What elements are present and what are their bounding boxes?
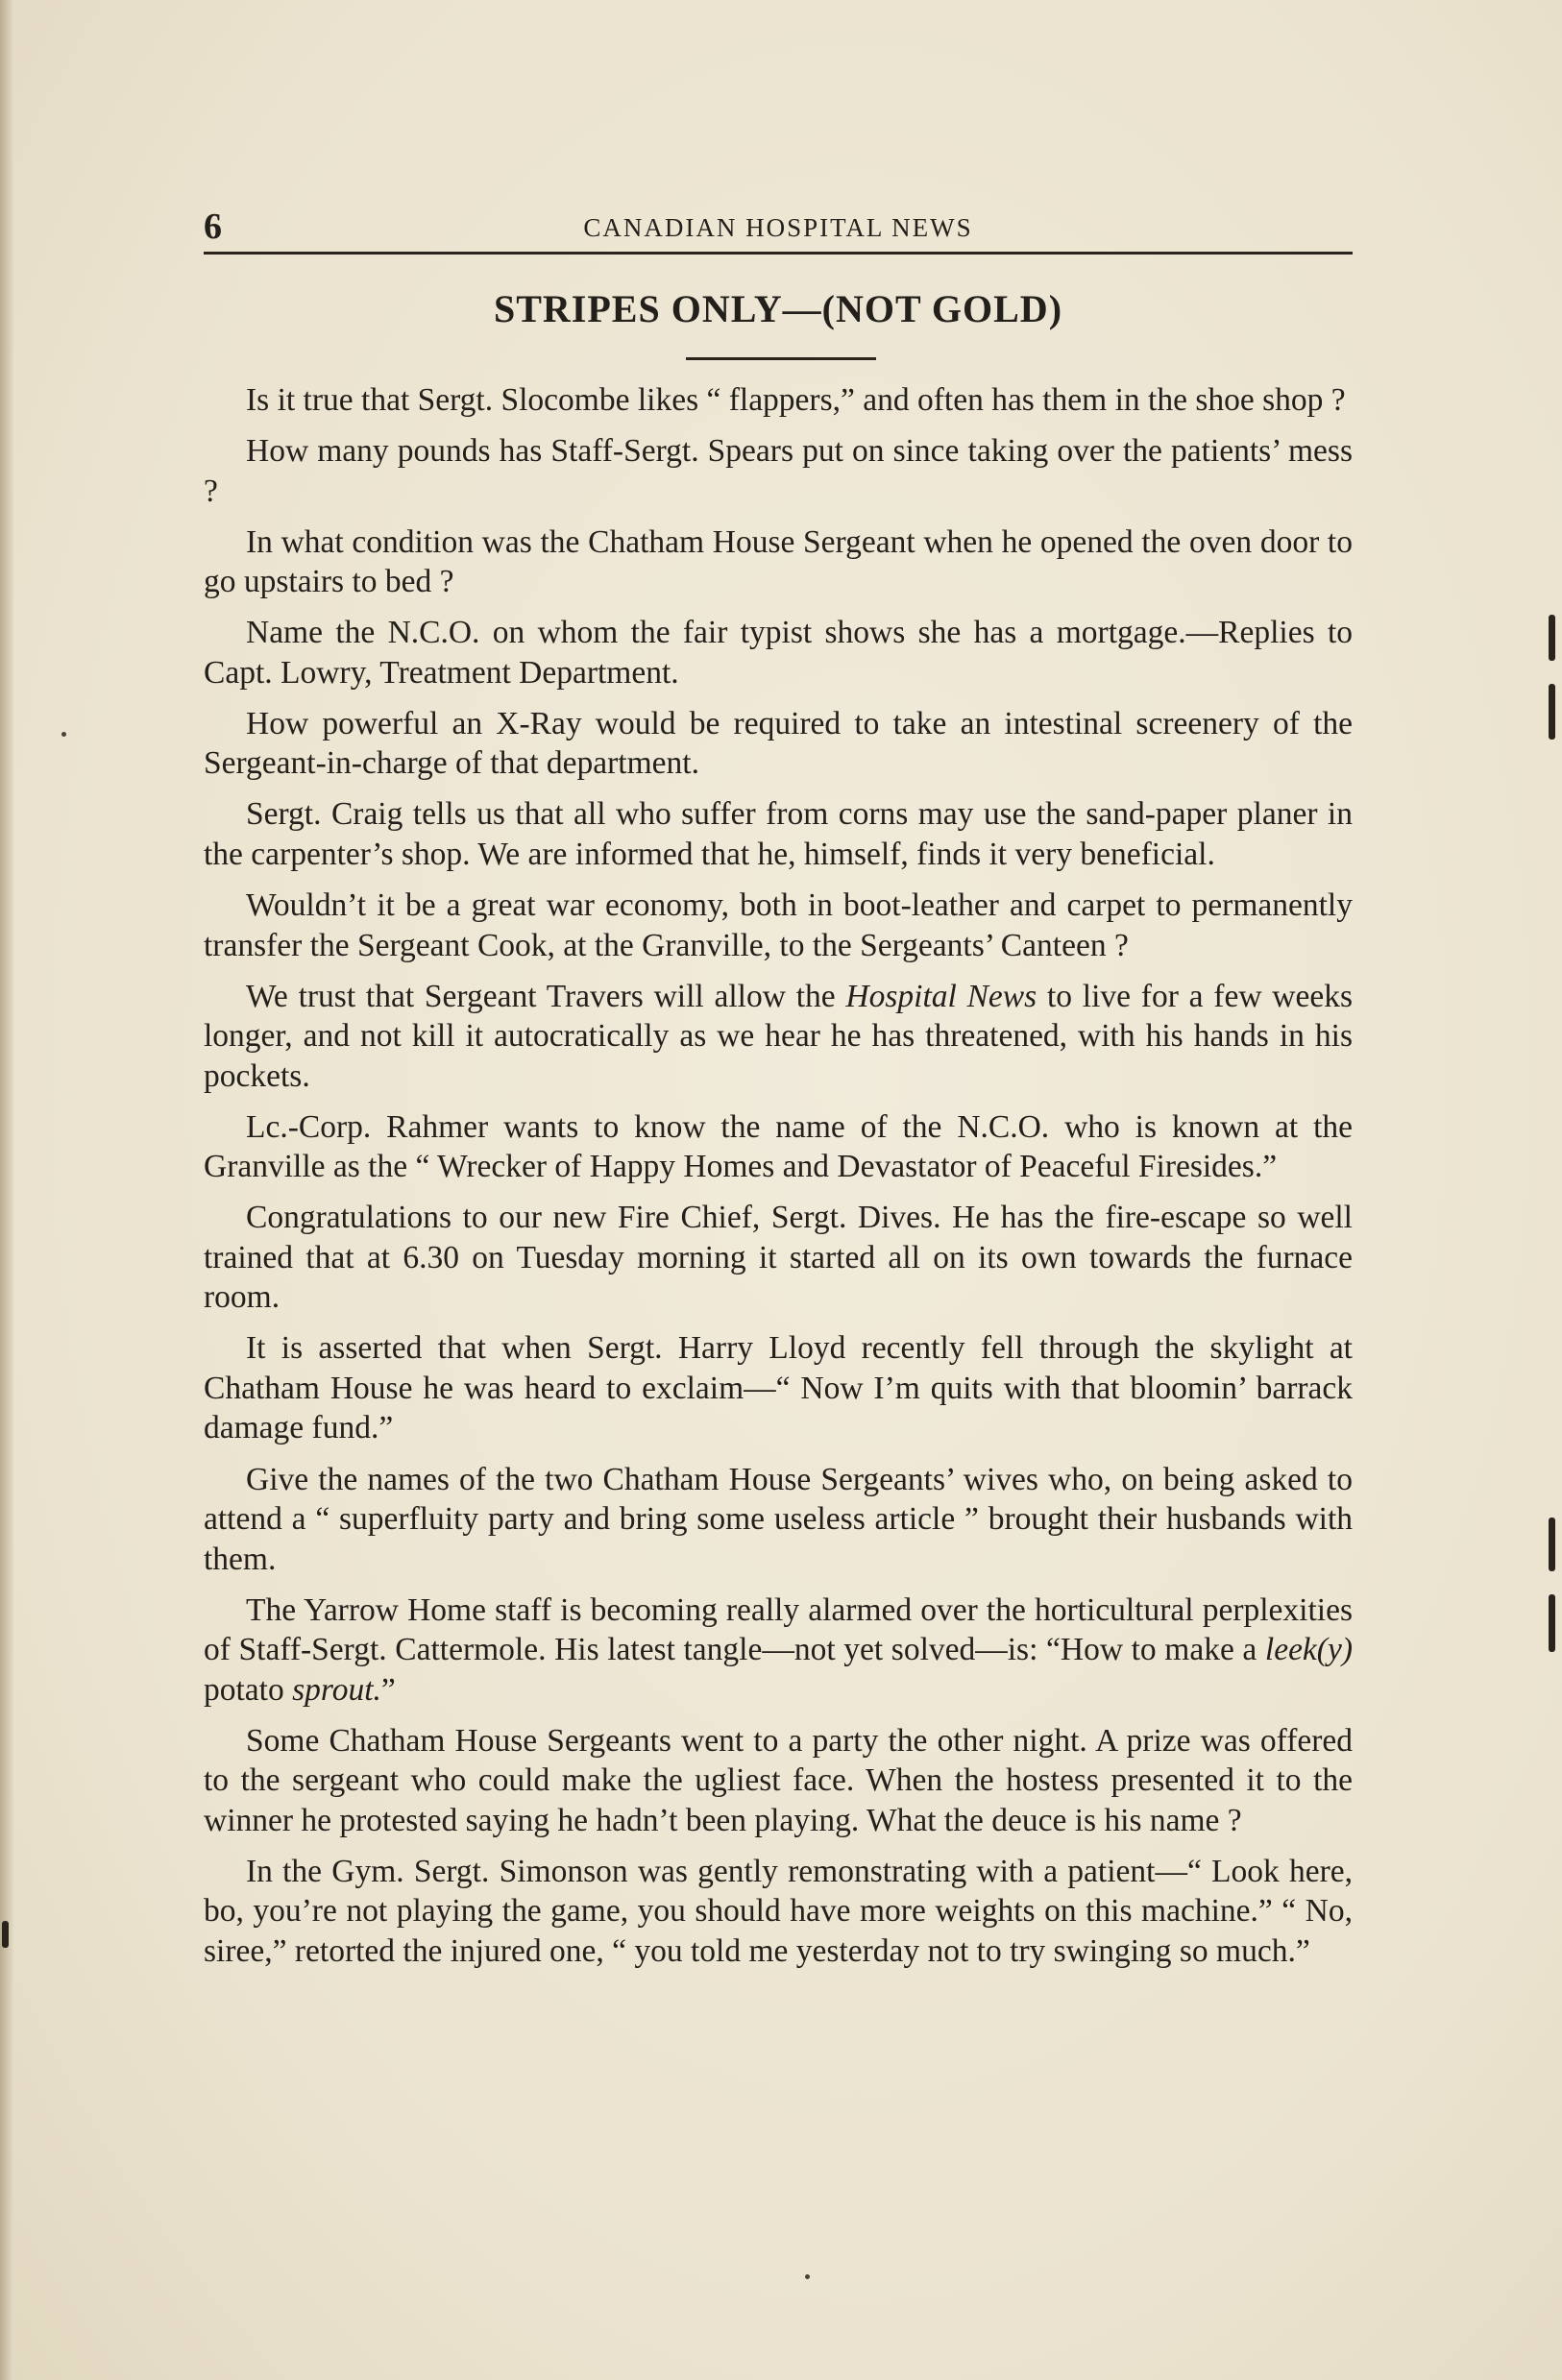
edge-mark bbox=[1549, 615, 1555, 661]
paragraph-1: Is it true that Sergt. Slocombe likes “ flappers,” and often has them in the shoe shop ? bbox=[246, 382, 1346, 418]
paragraph-10: Congratulations to our new Fire Chief, Sergt. Dives. He has the fire-escape so well trained that at 6.30 on Tuesday morning it started all on its own towards the furnace room. bbox=[204, 1200, 1353, 1316]
edge-mark bbox=[1549, 1594, 1555, 1652]
paragraph-5: How powerful an X-Ray would be required to take an intestinal screenery of the Sergeant-in-charge of that department. bbox=[204, 705, 1353, 782]
page-header bbox=[204, 206, 1353, 248]
italic-leeky: leek(y) bbox=[1264, 1632, 1353, 1668]
page-binding-edge bbox=[0, 0, 13, 2380]
paragraph-8 bbox=[204, 977, 1353, 1097]
paragraph-13 bbox=[204, 1591, 1353, 1711]
paragraph-11: It is asserted that when Sergt. Harry Lloyd recently fell through the skylight at Chatham House he was heard to exclaim—“ Now I’m quits with that bloomin’ barrack damage fund.” bbox=[204, 1330, 1353, 1446]
paragraph-13-text-c: ” bbox=[380, 1671, 396, 1708]
paragraph-14: Some Chatham House Sergeants went to a party the other night. A prize was offered to the sergeant who could make the ugliest face. When the hostess presented it to the winner he protested saying he hadn’t been playing. What the deuce is his name ? bbox=[204, 1722, 1353, 1838]
paragraph-3: In what condition was the Chatham House Sergeant when he opened the oven door to go upstairs to bed ? bbox=[204, 523, 1353, 600]
paragraph-13-text-a: The Yarrow Home staff is becoming really alarmed over the horticultural perplexities of Staff-Sergt. Cattermole. His latest tangle—not yet solved—is: “How to make a bbox=[204, 1591, 1353, 1668]
paragraph-2: How many pounds has Staff-Sergt. Spears put on since taking over the patients’ mess ? bbox=[204, 433, 1353, 509]
paragraph-13-text-b: potato bbox=[204, 1671, 293, 1708]
paragraph-6: Sergt. Craig tells us that all who suffer from corns may use the sand-paper planer in the carpenter’s shop. We are informed that he, himself, finds it very beneficial. bbox=[204, 796, 1353, 872]
italic-sprout: sprout. bbox=[292, 1671, 381, 1708]
article-body bbox=[204, 380, 1353, 1982]
publication-name: Hospital News bbox=[845, 978, 1037, 1014]
paragraph-12: Give the names of the two Chatham House Sergeants’ wives who, on being asked to attend a “ superfluity party and bring some useless article ” brought their husbands with them. bbox=[204, 1461, 1353, 1577]
paragraph-4: Name the N.C.O. on whom the fair typist shows she has a mortgage.—Replies to Capt. Lowry, Treatment Department. bbox=[204, 615, 1353, 691]
paragraph-9: Lc.-Corp. Rahmer wants to know the name of the N.C.O. who is known at the Granville as the “ Wrecker of Happy Homes and Devastator of Peaceful Firesides.” bbox=[204, 1108, 1353, 1185]
paper-speck bbox=[805, 2274, 810, 2279]
header-rule bbox=[204, 252, 1353, 255]
edge-mark bbox=[1549, 1518, 1555, 1571]
paragraph-8-text-b: to live for a few weeks longer, and not kill it autocratically as we hear he has threatened, with his hands in his pockets. bbox=[204, 978, 1354, 1094]
paragraph-8-text-a: We trust that Sergeant Travers will allow the bbox=[246, 978, 846, 1014]
title-rule bbox=[686, 357, 876, 360]
edge-mark bbox=[1549, 684, 1555, 740]
edge-mark bbox=[2, 1921, 9, 1948]
page-number: 6 bbox=[204, 206, 222, 247]
paragraph-7: Wouldn’t it be a great war economy, both in boot-leather and carpet to permanently transfer the Sergeant Cook, at the Granville, to the Sergeants’ Canteen ? bbox=[204, 887, 1353, 963]
paragraph-15: In the Gym. Sergt. Simonson was gently remonstrating with a patient—“ Look here, bo, you’re not playing the game, you should have more weights on this machine.” “ No, siree,” retorted the injured one, “ you told me yesterday not to try swinging so much.” bbox=[204, 1853, 1353, 1969]
paper-speck bbox=[61, 732, 66, 737]
running-head: CANADIAN HOSPITAL NEWS bbox=[583, 213, 973, 242]
article-title: STRIPES ONLY—(NOT GOLD) bbox=[493, 287, 1063, 330]
